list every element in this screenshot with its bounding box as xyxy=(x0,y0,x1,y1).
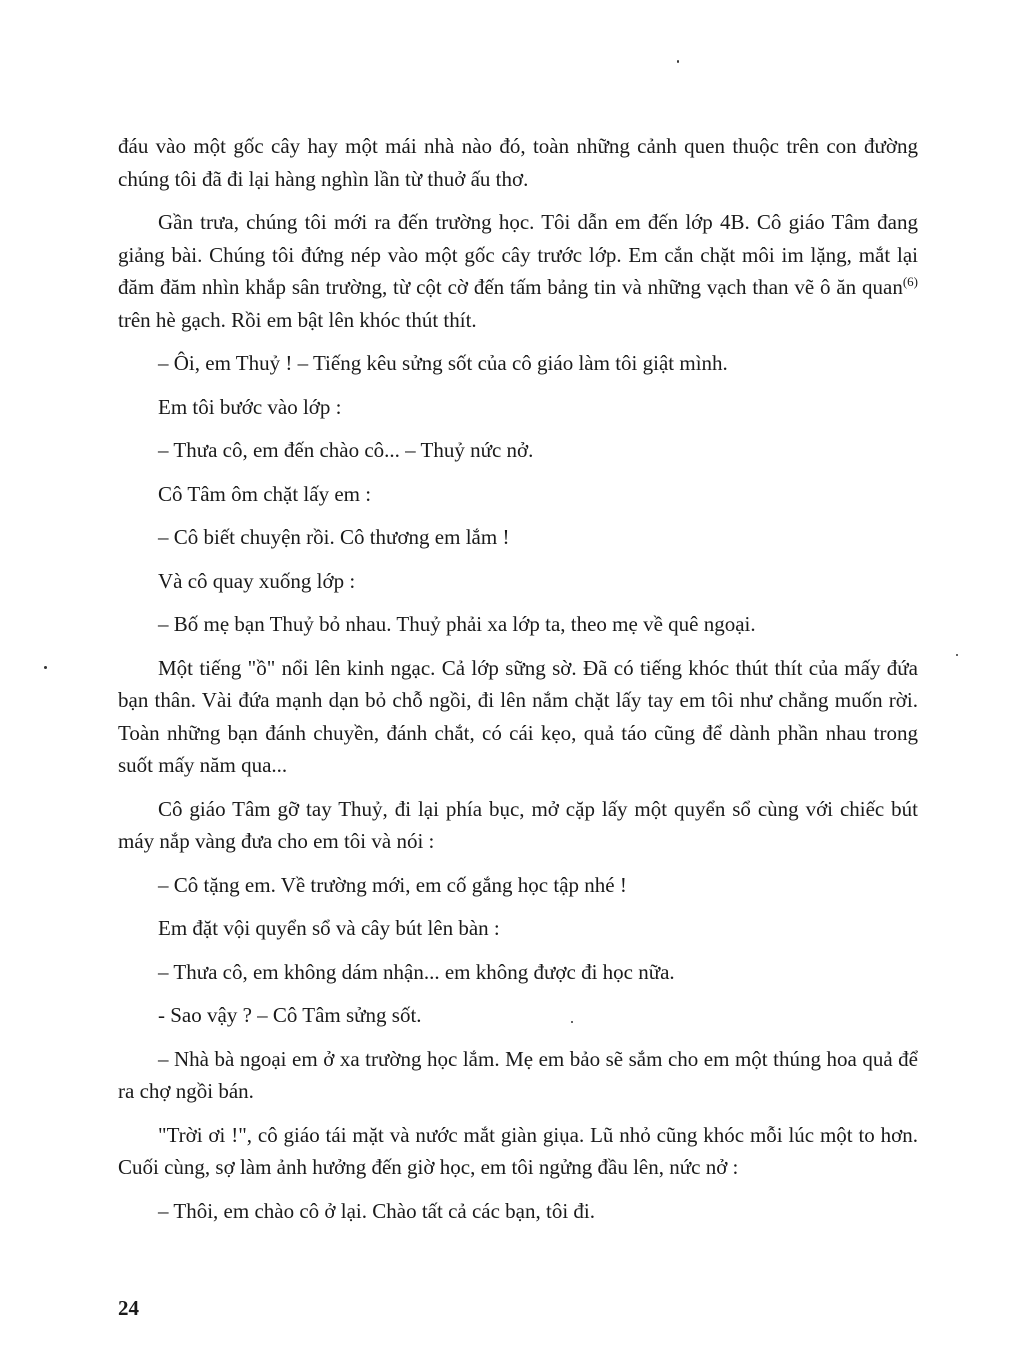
paragraph: – Thưa cô, em không dám nhận... em không được đi học nữa. xyxy=(158,959,675,984)
page-number: 24 xyxy=(118,1296,139,1320)
paragraph: – Thôi, em chào cô ở lại. Chào tất cả các bạn, tôi đi. xyxy=(158,1198,595,1223)
paragraph: – Bố mẹ bạn Thuỷ bỏ nhau. Thuỷ phải xa lớp ta, theo mẹ về quê ngoại. xyxy=(158,612,756,636)
scan-speck xyxy=(956,654,958,656)
paragraph: - Sao vậy ? – Cô Tâm sửng sốt. xyxy=(158,1003,422,1027)
paragraph: đáu vào một gốc cây hay một mái nhà nào đó, toàn những cảnh quen thuộc trên con đường chúng tôi đã đi lại hàng nghìn lần từ thuở ấu thơ. xyxy=(118,134,918,191)
paragraph: – Cô biết chuyện rồi. Cô thương em lắm ! xyxy=(158,525,510,549)
paragraph: "Trời ơi !", cô giáo tái mặt và nước mắt giàn giụa. Lũ nhỏ cũng khóc mỗi lúc một to hơn. Cuối cùng, sợ làm ảnh hưởng đến giờ học, em tôi ngửng đầu lên, nức nở : xyxy=(118,1122,918,1179)
paragraph: Và cô quay xuống lớp : xyxy=(158,568,356,593)
paragraph: Cô Tâm ôm chặt lấy em : xyxy=(158,481,372,506)
paragraph: – Cô tặng em. Về trường mới, em cố gắng học tập nhé ! xyxy=(158,872,627,897)
paragraph: Em tôi bước vào lớp : xyxy=(158,394,342,419)
footnote-reference: (6) xyxy=(902,274,918,289)
paragraph: – Ôi, em Thuỷ ! – Tiếng kêu sửng sốt của cô giáo làm tôi giật mình. xyxy=(158,351,728,375)
paragraph: Một tiếng "ồ" nổi lên kinh ngạc. Cả lớp sững sờ. Đã có tiếng khóc thút thít của mấy đứa bạn thân. Vài đứa mạnh dạn bỏ chỗ ngồi, đi lên nắm chặt lấy tay em tôi như chẳng muốn rời. Toàn những bạn đánh chuyền, đánh chắt, có cái kẹo, quả táo cũng để dành phần nhau trong suốt mấy năm qua... xyxy=(118,655,918,777)
body-text xyxy=(118,130,918,1238)
scan-speck xyxy=(677,60,679,63)
paragraph: Em đặt vội quyển sổ và cây bút lên bàn : xyxy=(158,916,500,940)
paragraph: – Thưa cô, em đến chào cô... – Thuỷ nức nở. xyxy=(158,438,534,462)
paragraph: Gần trưa, chúng tôi mới ra đến trường học. Tôi dẫn em đến lớp 4B. Cô giáo Tâm đang giảng bài. Chúng tôi đứng nép vào một gốc cây trước lớp. Em cắn chặt môi im lặng, mắt lại đăm đăm nhìn khắp sân trường, từ cột cờ đến tấm bảng tin và những vạch than vẽ ô ăn quan$^{(6)}$ trên hè gạch. Rồi em bật lên khóc thút thít. xyxy=(118,210,918,332)
paragraph: – Nhà bà ngoại em ở xa trường học lắm. Mẹ em bảo sẽ sắm cho em một thúng hoa quả để ra chợ ngồi bán. xyxy=(118,1046,918,1103)
scan-speck xyxy=(44,666,47,669)
paragraph: Cô giáo Tâm gỡ tay Thuỷ, đi lại phía bục, mở cặp lấy một quyển sổ cùng với chiếc bút máy nắp vàng đưa cho em tôi và nói : xyxy=(118,796,918,853)
